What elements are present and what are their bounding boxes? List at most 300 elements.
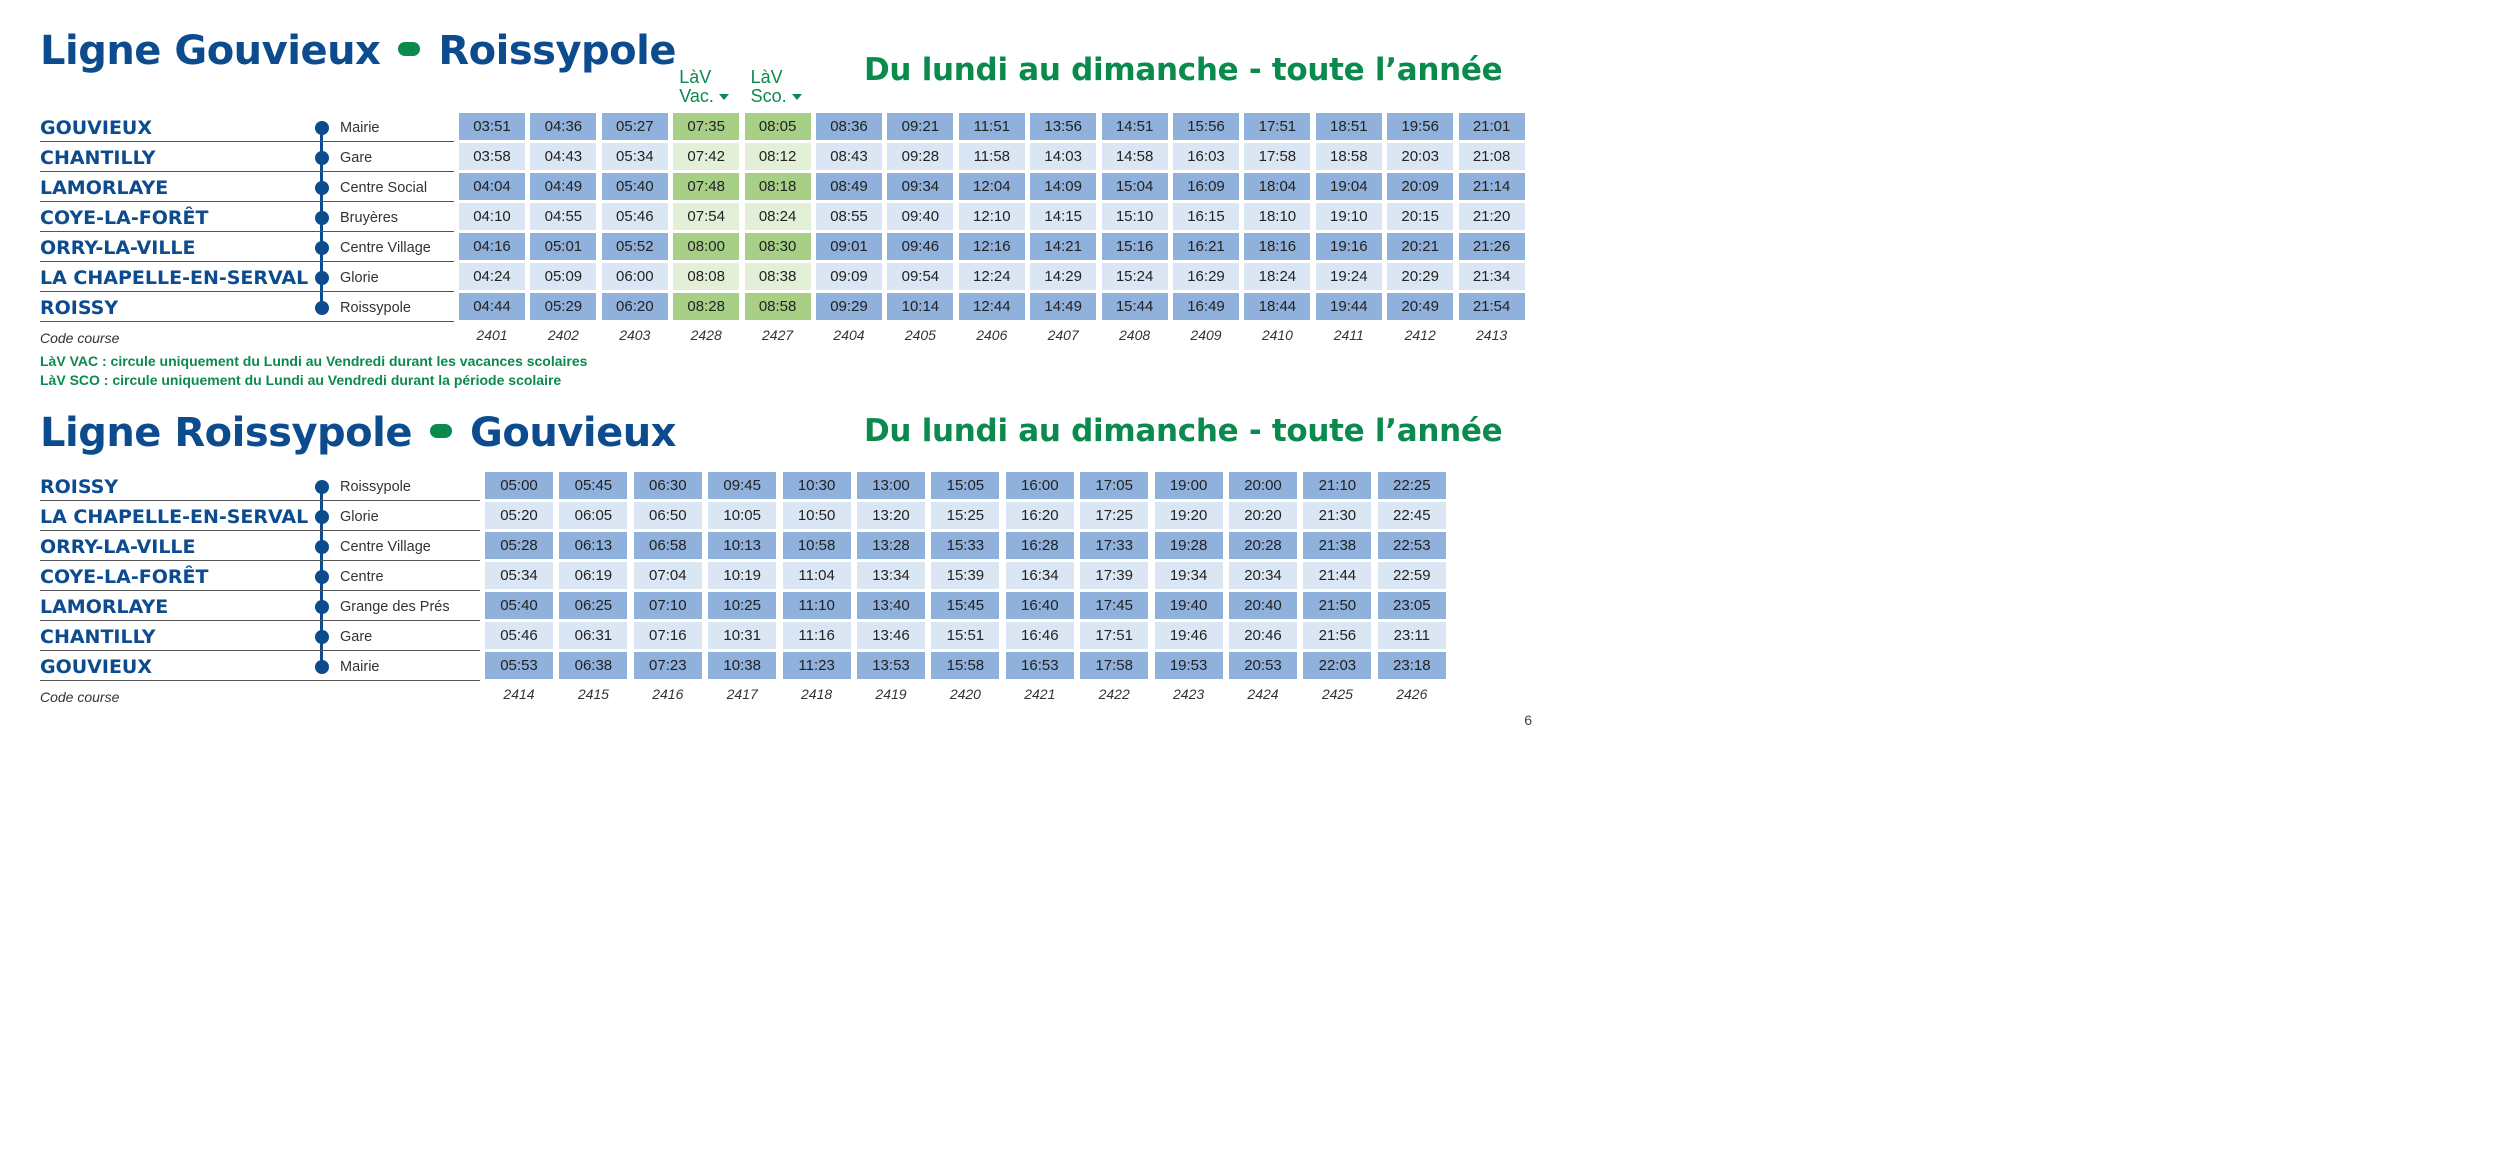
departure-time: 19:24 [1316,263,1382,290]
stop-dot-icon [315,480,329,494]
departure-time: 05:28 [485,532,553,559]
departure-time: 11:58 [959,143,1025,170]
stop-row [40,203,454,233]
town-name: ORRY-LA-VILLE [40,536,196,558]
departure-time: 08:00 [673,233,739,260]
town-name: LAMORLAYE [40,177,169,199]
row-divider [40,231,454,232]
stop-name: Glorie [340,270,379,286]
departure-time: 10:25 [708,592,776,619]
stop-row [40,562,480,592]
departure-time: 12:04 [959,173,1025,200]
stop-name: Mairie [340,120,380,136]
departure-time: 23:05 [1378,592,1446,619]
departure-time: 12:16 [959,233,1025,260]
departure-time: 20:28 [1229,532,1297,559]
column-header-line1: LàV [679,67,712,87]
stop-row [40,622,480,652]
town-name: LAMORLAYE [40,596,169,618]
row-divider [40,620,480,621]
departure-time: 15:58 [931,652,999,679]
departure-time: 11:10 [783,592,851,619]
departure-time: 05:46 [602,203,668,230]
course-code: 2426 [1396,686,1428,702]
row-divider [40,141,454,142]
departure-time: 05:20 [485,502,553,529]
departure-time: 22:03 [1303,652,1371,679]
departure-time: 15:51 [931,622,999,649]
course-code: 2402 [547,327,579,343]
departure-time: 08:43 [816,143,882,170]
departure-time: 17:39 [1080,562,1148,589]
stop-dot-icon [315,241,329,255]
page-number: 6 [1524,712,1532,728]
departure-time: 05:00 [485,472,553,499]
departure-time: 04:04 [459,173,525,200]
timetable-roissypole-gouvieux [0,400,1568,734]
stop-row [40,293,454,323]
departure-time: 10:30 [783,472,851,499]
departure-time: 04:24 [459,263,525,290]
departure-time: 17:58 [1080,652,1148,679]
row-divider [40,321,454,322]
departure-time: 08:55 [816,203,882,230]
departure-time: 12:10 [959,203,1025,230]
departure-time: 15:56 [1173,113,1239,140]
stop-row [40,173,454,203]
departure-time: 16:46 [1006,622,1074,649]
departure-time: 10:19 [708,562,776,589]
departure-time: 08:36 [816,113,882,140]
departure-time: 15:10 [1102,203,1168,230]
departure-time: 18:04 [1244,173,1310,200]
departure-time: 10:58 [783,532,851,559]
departure-time: 21:20 [1459,203,1525,230]
stop-dot-icon [315,301,329,315]
departure-time: 06:31 [559,622,627,649]
departure-time: 08:12 [745,143,811,170]
stop-name: Gare [340,629,373,645]
stop-name: Centre Village [340,539,431,555]
departure-time: 17:33 [1080,532,1148,559]
departure-time: 06:00 [602,263,668,290]
departure-time: 06:58 [634,532,702,559]
departure-time: 09:29 [816,293,882,320]
row-divider [40,530,480,531]
departure-time: 10:14 [887,293,953,320]
departure-time: 16:00 [1006,472,1074,499]
departure-time: 19:28 [1155,532,1223,559]
departure-time: 09:28 [887,143,953,170]
line-title [40,410,676,456]
row-divider [40,291,454,292]
column-header-vac [679,68,729,106]
departure-time: 17:45 [1080,592,1148,619]
course-code: 2408 [1119,327,1151,343]
departure-time: 20:53 [1229,652,1297,679]
town-name: CHANTILLY [40,147,156,169]
departure-time: 19:16 [1316,233,1382,260]
line-origin: Ligne Gouvieux [40,28,381,74]
departure-time: 16:49 [1173,293,1239,320]
departure-time: 15:04 [1102,173,1168,200]
departure-time: 14:49 [1030,293,1096,320]
departure-time: 16:15 [1173,203,1239,230]
stop-name: Gare [340,150,373,166]
stop-dot-icon [315,600,329,614]
departure-time: 07:10 [634,592,702,619]
departure-time: 16:29 [1173,263,1239,290]
row-divider [40,201,454,202]
stop-dot-icon [315,181,329,195]
departure-time: 04:10 [459,203,525,230]
departure-time: 20:46 [1229,622,1297,649]
departure-time: 05:40 [602,173,668,200]
departure-time: 05:01 [530,233,596,260]
departure-time: 04:16 [459,233,525,260]
course-code: 2411 [1333,327,1364,343]
row-divider [40,680,480,681]
departure-time: 10:38 [708,652,776,679]
departure-time: 16:40 [1006,592,1074,619]
code-course-label: Code course [40,689,120,705]
departure-time: 07:16 [634,622,702,649]
departure-time: 05:27 [602,113,668,140]
departure-time: 21:08 [1459,143,1525,170]
departure-time: 15:25 [931,502,999,529]
departure-time: 14:21 [1030,233,1096,260]
departure-time: 18:58 [1316,143,1382,170]
departure-time: 08:28 [673,293,739,320]
departure-time: 08:38 [745,263,811,290]
stop-name: Roissypole [340,300,411,316]
departure-time: 19:46 [1155,622,1223,649]
departure-time: 20:00 [1229,472,1297,499]
departure-time: 04:36 [530,113,596,140]
departure-time: 06:50 [634,502,702,529]
town-name: LA CHAPELLE-EN-SERVAL [40,267,309,289]
departure-time: 22:25 [1378,472,1446,499]
departure-time: 13:28 [857,532,925,559]
departure-time: 11:04 [783,562,851,589]
course-code: 2410 [1261,327,1293,343]
departure-time: 04:44 [459,293,525,320]
departure-time: 05:34 [485,562,553,589]
departure-time: 13:46 [857,622,925,649]
course-code: 2419 [875,686,907,702]
stop-row [40,592,480,622]
course-code: 2414 [503,686,535,702]
course-code: 2428 [690,327,722,343]
departure-time: 17:05 [1080,472,1148,499]
departure-time: 21:01 [1459,113,1525,140]
departure-time: 17:58 [1244,143,1310,170]
departure-time: 14:51 [1102,113,1168,140]
departure-time: 03:51 [459,113,525,140]
triangle-down-icon [719,94,729,100]
stop-row [40,502,480,532]
course-code: 2412 [1404,327,1436,343]
legend-note: LàV VAC : circule uniquement du Lundi au Vendredi durant les vacances scolaires [40,353,588,369]
departure-time: 20:21 [1387,233,1453,260]
stop-name: Centre Village [340,240,431,256]
stop-row [40,532,480,562]
column-header-line2-text: Vac. [679,86,714,106]
departure-time: 21:50 [1303,592,1371,619]
departure-time: 11:23 [783,652,851,679]
departure-time: 16:28 [1006,532,1074,559]
stop-dot-icon [315,540,329,554]
town-name: COYE-LA-FORÊT [40,566,209,588]
departure-time: 21:34 [1459,263,1525,290]
departure-time: 21:26 [1459,233,1525,260]
departure-time: 15:44 [1102,293,1168,320]
column-header-line2-text: Sco. [750,86,787,106]
departure-time: 18:16 [1244,233,1310,260]
departure-time: 08:24 [745,203,811,230]
departure-time: 05:45 [559,472,627,499]
course-code: 2415 [577,686,609,702]
departure-time: 14:09 [1030,173,1096,200]
course-code: 2405 [904,327,936,343]
departure-time: 14:29 [1030,263,1096,290]
stop-dot-icon [315,271,329,285]
stop-dot-icon [315,570,329,584]
stop-name: Glorie [340,509,379,525]
departure-time: 22:45 [1378,502,1446,529]
departure-time: 08:49 [816,173,882,200]
town-name: CHANTILLY [40,626,156,648]
departure-time: 13:34 [857,562,925,589]
departure-time: 06:30 [634,472,702,499]
departure-time: 10:50 [783,502,851,529]
stop-dot-icon [315,121,329,135]
stop-name: Roissypole [340,479,411,495]
line-destination: Gouvieux [470,410,676,456]
column-header-line1: LàV [750,67,783,87]
stop-name: Mairie [340,659,380,675]
course-code: 2416 [652,686,684,702]
row-divider [40,560,480,561]
service-days: Du lundi au dimanche - toute l’année [864,413,1503,449]
departure-time: 15:24 [1102,263,1168,290]
departure-time: 20:15 [1387,203,1453,230]
stop-row [40,113,454,143]
departure-time: 06:19 [559,562,627,589]
line-title [40,28,676,74]
departure-time: 13:40 [857,592,925,619]
departure-time: 05:46 [485,622,553,649]
stop-dot-icon [315,151,329,165]
course-code: 2407 [1047,327,1079,343]
departure-time: 09:34 [887,173,953,200]
departure-time: 20:40 [1229,592,1297,619]
departure-time: 10:31 [708,622,776,649]
course-code: 2427 [762,327,794,343]
departure-time: 17:25 [1080,502,1148,529]
departure-time: 21:56 [1303,622,1371,649]
departure-time: 21:44 [1303,562,1371,589]
departure-time: 20:34 [1229,562,1297,589]
departure-time: 08:18 [745,173,811,200]
departure-time: 13:20 [857,502,925,529]
stop-name: Bruyères [340,210,399,226]
departure-time: 08:30 [745,233,811,260]
departure-time: 12:24 [959,263,1025,290]
course-code: 2409 [1190,327,1222,343]
line-origin: Ligne Roissypole [40,410,412,456]
departure-time: 16:21 [1173,233,1239,260]
course-code: 2413 [1476,327,1508,343]
course-code: 2420 [949,686,981,702]
timetable-gouvieux-roissypole [0,0,1568,400]
departure-time: 05:09 [530,263,596,290]
departure-time: 07:23 [634,652,702,679]
departure-time: 17:51 [1244,113,1310,140]
departure-time: 18:51 [1316,113,1382,140]
departure-time: 13:56 [1030,113,1096,140]
departure-time: 09:45 [708,472,776,499]
course-code: 2421 [1024,686,1056,702]
departure-time: 14:58 [1102,143,1168,170]
course-code: 2403 [619,327,651,343]
departure-time: 08:05 [745,113,811,140]
course-code: 2423 [1173,686,1205,702]
departure-time: 19:34 [1155,562,1223,589]
departure-time: 10:13 [708,532,776,559]
departure-time: 19:00 [1155,472,1223,499]
departure-time: 15:16 [1102,233,1168,260]
town-name: GOUVIEUX [40,656,153,678]
course-code: 2425 [1321,686,1353,702]
departure-time: 07:42 [673,143,739,170]
legend-note: LàV SCO : circule uniquement du Lundi au Vendredi durant la période scolaire [40,372,562,388]
departure-time: 20:29 [1387,263,1453,290]
departure-time: 20:09 [1387,173,1453,200]
departure-time: 05:34 [602,143,668,170]
column-header-line2 [751,87,802,106]
departure-time: 16:09 [1173,173,1239,200]
town-name: ROISSY [40,297,119,319]
course-code: 2424 [1247,686,1279,702]
departure-time: 05:29 [530,293,596,320]
departure-time: 16:53 [1006,652,1074,679]
departure-time: 09:46 [887,233,953,260]
row-divider [40,650,480,651]
departure-time: 06:05 [559,502,627,529]
departure-time: 07:48 [673,173,739,200]
course-code: 2418 [801,686,833,702]
departure-time: 18:24 [1244,263,1310,290]
departure-time: 10:05 [708,502,776,529]
course-code: 2401 [476,327,508,343]
row-divider [40,590,480,591]
departure-time: 15:39 [931,562,999,589]
departure-time: 06:38 [559,652,627,679]
row-divider [40,500,480,501]
departure-time: 05:40 [485,592,553,619]
departure-time: 09:54 [887,263,953,290]
departure-time: 19:10 [1316,203,1382,230]
departure-time: 19:40 [1155,592,1223,619]
departure-time: 07:54 [673,203,739,230]
line-pill-icon [430,424,452,438]
code-course-label: Code course [40,330,120,346]
departure-time: 21:54 [1459,293,1525,320]
departure-time: 19:56 [1387,113,1453,140]
course-code: 2404 [833,327,865,343]
departure-time: 13:00 [857,472,925,499]
departure-time: 06:13 [559,532,627,559]
town-name: ROISSY [40,476,119,498]
stop-row [40,233,454,263]
departure-time: 16:34 [1006,562,1074,589]
stop-row [40,652,480,682]
departure-time: 19:53 [1155,652,1223,679]
stop-dot-icon [315,211,329,225]
departure-time: 19:20 [1155,502,1223,529]
departure-time: 18:44 [1244,293,1310,320]
departure-time: 23:11 [1378,622,1446,649]
stop-row [40,143,454,173]
departure-time: 11:16 [783,622,851,649]
stop-row [40,472,480,502]
stop-row [40,263,454,293]
departure-time: 21:10 [1303,472,1371,499]
departure-time: 09:01 [816,233,882,260]
departure-time: 17:51 [1080,622,1148,649]
departure-time: 16:20 [1006,502,1074,529]
departure-time: 05:52 [602,233,668,260]
course-code: 2417 [726,686,758,702]
departure-time: 04:49 [530,173,596,200]
column-header-sco [751,68,802,106]
column-header-line2 [679,87,729,106]
stop-dot-icon [315,630,329,644]
departure-time: 20:49 [1387,293,1453,320]
departure-time: 16:03 [1173,143,1239,170]
departure-time: 21:14 [1459,173,1525,200]
town-name: LA CHAPELLE-EN-SERVAL [40,506,309,528]
departure-time: 19:44 [1316,293,1382,320]
line-pill-icon [398,42,420,56]
row-divider [40,171,454,172]
departure-time: 04:55 [530,203,596,230]
stop-name: Grange des Prés [340,599,450,615]
departure-time: 09:09 [816,263,882,290]
departure-time: 20:20 [1229,502,1297,529]
departure-time: 18:10 [1244,203,1310,230]
departure-time: 23:18 [1378,652,1446,679]
departure-time: 21:38 [1303,532,1371,559]
departure-time: 14:15 [1030,203,1096,230]
departure-time: 07:04 [634,562,702,589]
triangle-down-icon [792,94,802,100]
departure-time: 21:30 [1303,502,1371,529]
stop-name: Centre [340,569,384,585]
departure-time: 11:51 [959,113,1025,140]
departure-time: 08:08 [673,263,739,290]
departure-time: 09:21 [887,113,953,140]
stop-name: Centre Social [340,180,428,196]
line-destination: Roissypole [438,28,676,74]
departure-time: 07:35 [673,113,739,140]
departure-time: 03:58 [459,143,525,170]
town-name: ORRY-LA-VILLE [40,237,196,259]
departure-time: 05:53 [485,652,553,679]
departure-time: 15:05 [931,472,999,499]
departure-time: 12:44 [959,293,1025,320]
